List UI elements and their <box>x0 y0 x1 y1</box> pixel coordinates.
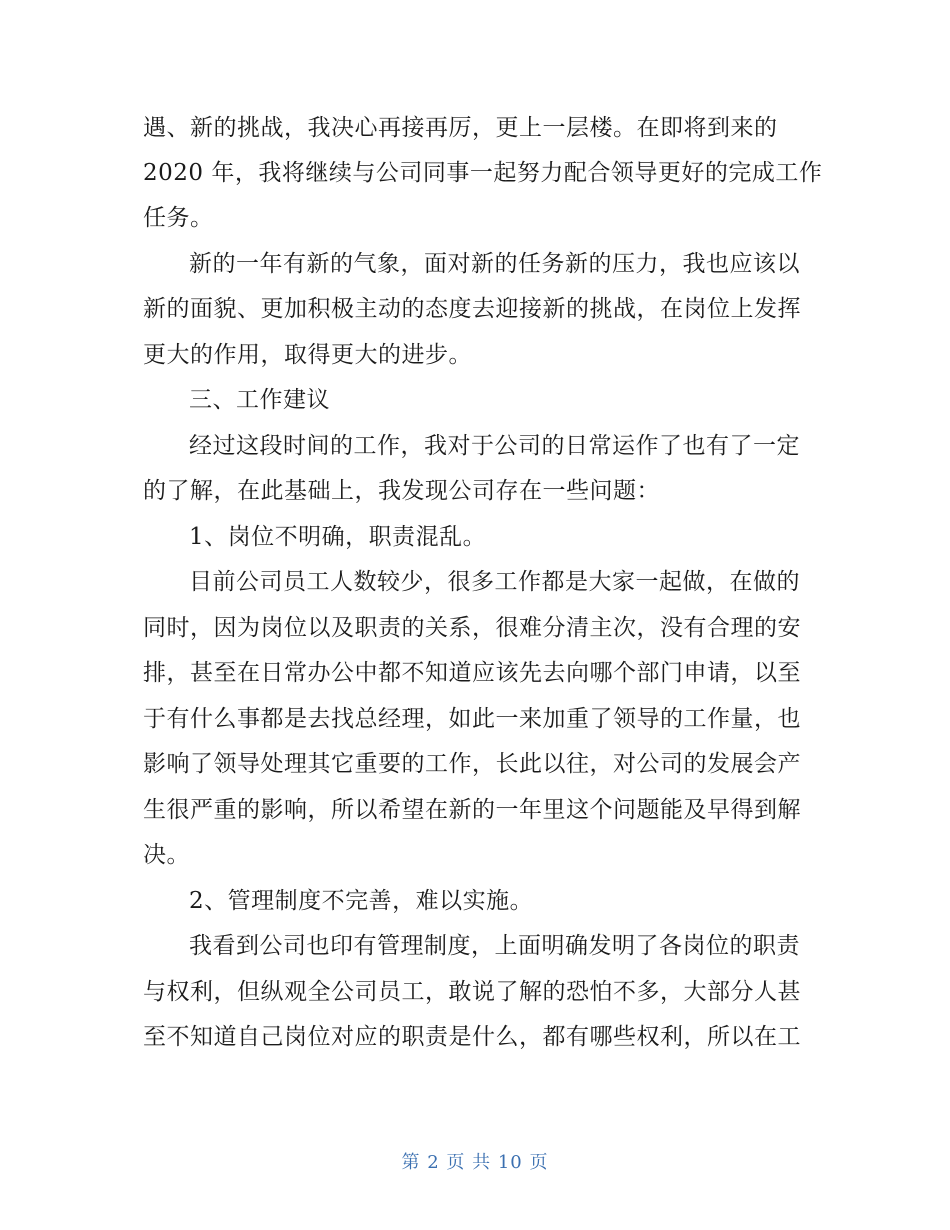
body-text-line: 的了解，在此基础上，我发现公司存在一些问题： <box>143 478 660 504</box>
body-text-line: 决。 <box>143 842 190 868</box>
subheading: 2、管理制度不完善，难以实施。 <box>189 888 534 914</box>
body-text-line: 与权利，但纵观全公司员工，敢说了解的恐怕不多，大部分人甚 <box>143 979 801 1005</box>
body-text-line: 于有什么事都是去找总经理，如此一来加重了领导的工作量，也 <box>143 706 801 732</box>
paragraph-start-line: 我看到公司也印有管理制度，上面明确发明了各岗位的职责 <box>189 933 800 959</box>
paragraph-start-line: 经过这段时间的工作，我对于公司的日常运作了也有了一定 <box>189 433 800 459</box>
body-text-line: 新的面貌、更加积极主动的态度去迎接新的挑战，在岗位上发挥 <box>143 296 801 322</box>
body-text-line: 2020 年，我将继续与公司同事一起努力配合领导更好的完成工作 <box>143 160 823 186</box>
body-text-line: 生很严重的影响，所以希望在新的一年里这个问题能及早得到解 <box>143 797 801 823</box>
body-text-line: 更大的作用，取得更大的进步。 <box>143 342 472 368</box>
body-text-line: 同时，因为岗位以及职责的关系，很难分清主次，没有合理的安 <box>143 615 801 641</box>
paragraph-start-line: 目前公司员工人数较少，很多工作都是大家一起做，在做的 <box>189 569 800 595</box>
paragraph-start-line: 新的一年有新的气象，面对新的任务新的压力，我也应该以 <box>189 251 800 277</box>
subheading: 1、岗位不明确，职责混乱。 <box>189 524 487 550</box>
body-text-line: 遇、新的挑战，我决心再接再厉，更上一层楼。在即将到来的 <box>143 115 778 141</box>
section-heading: 三、工作建议 <box>189 387 330 413</box>
body-text-line: 排，甚至在日常办公中都不知道应该先去向哪个部门申请，以至 <box>143 660 801 686</box>
page-number-footer: 第 2 页 共 10 页 <box>401 1152 549 1173</box>
body-text-line: 任务。 <box>143 205 214 231</box>
body-text-line: 影响了领导处理其它重要的工作，长此以往，对公司的发展会产 <box>143 751 801 777</box>
body-text-line: 至不知道自己岗位对应的职责是什么，都有哪些权利，所以在工 <box>143 1024 801 1050</box>
